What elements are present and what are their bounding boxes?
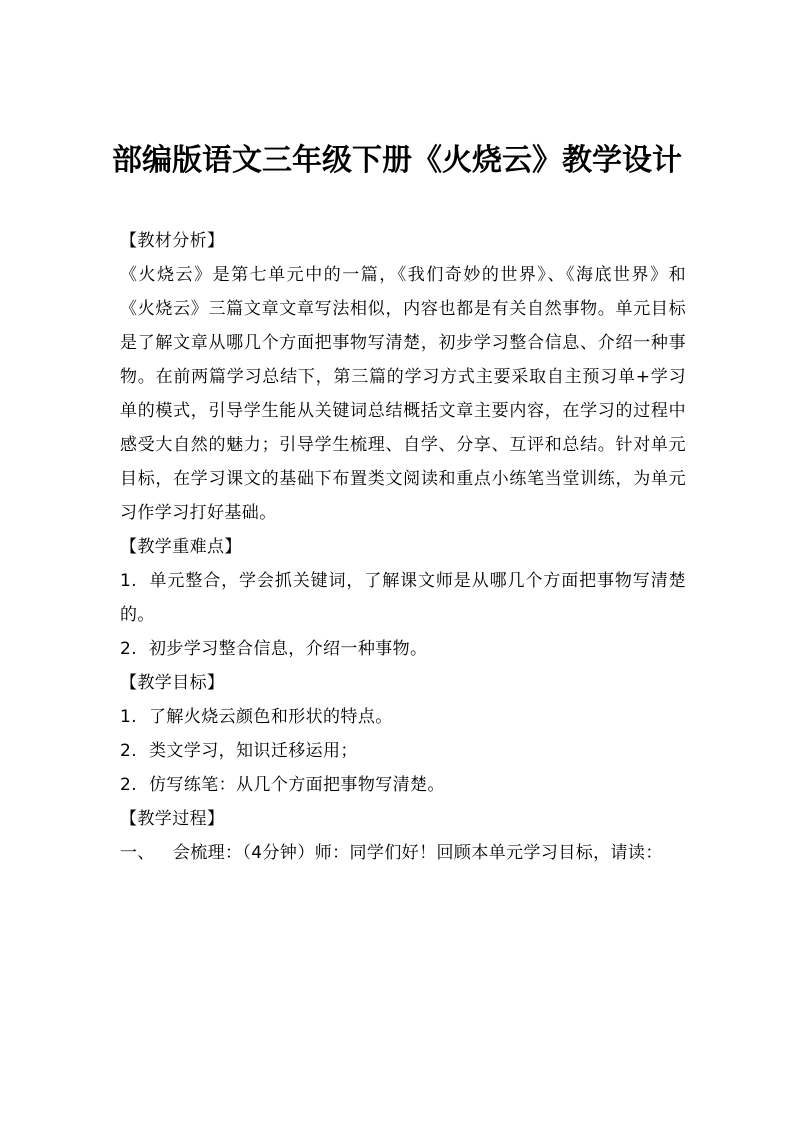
list-number: 2. — [120, 741, 138, 761]
list-item-text: 类文学习，知识迁移运用； — [149, 741, 358, 761]
step-text: 会梳理：（4分钟）师：同学们好！回顾本单元学习目标，请读： — [172, 843, 663, 863]
objective-item — [120, 734, 686, 768]
list-number: 1. — [120, 707, 138, 727]
section-heading-analysis: 【教材分析】 — [120, 231, 225, 251]
section-heading-objectives: 【教学目标】 — [120, 673, 225, 693]
document-title: 部编版语文三年级下册《火烧云》教学设计 — [112, 143, 682, 178]
list-item-text: 仿写练笔：从几个方面把事物写清楚。 — [149, 775, 445, 795]
list-item-text: 单元整合，学会抓关键词，了解课文师是从哪几个方面把事物写清楚的。 — [120, 571, 686, 625]
list-item-text: 了解火烧云颜色和形状的特点。 — [149, 707, 393, 727]
list-number: 2. — [120, 639, 138, 659]
analysis-paragraph: 《火烧云》是第七单元中的一篇，《我们奇妙的世界》、《海底世界》和《火烧云》三篇文章文章写法相似，内容也都是有关自然事物。单元目标是了解文章从哪几个方面把事物写清楚，初步学习整合信息、介绍一种事物。在前两篇学习总结下，第三篇的学习方式主要采取自主预习单+学习单的模式，引导学生能从关键词总结概括文章主要内容，在学习的过程中感受大自然的魅力；引导学生梳理、自学、分享、互评和总结。针对单元目标，在学习课文的基础下布置类文阅读和重点小练笔当堂训练，为单元习作学习打好基础。 — [120, 265, 686, 523]
key-point-item — [120, 564, 686, 632]
list-number: 1. — [120, 571, 138, 591]
step-number: 一、 — [120, 843, 155, 863]
process-step — [120, 836, 686, 870]
objective-item — [120, 700, 686, 734]
section-heading-key-points: 【教学重难点】 — [120, 537, 242, 557]
key-point-item — [120, 632, 686, 666]
list-number: 2. — [120, 775, 138, 795]
document-body — [120, 224, 686, 870]
section-heading-process: 【教学过程】 — [120, 809, 225, 829]
list-item-text: 初步学习整合信息，介绍一种事物。 — [149, 639, 428, 659]
objective-item — [120, 768, 686, 802]
